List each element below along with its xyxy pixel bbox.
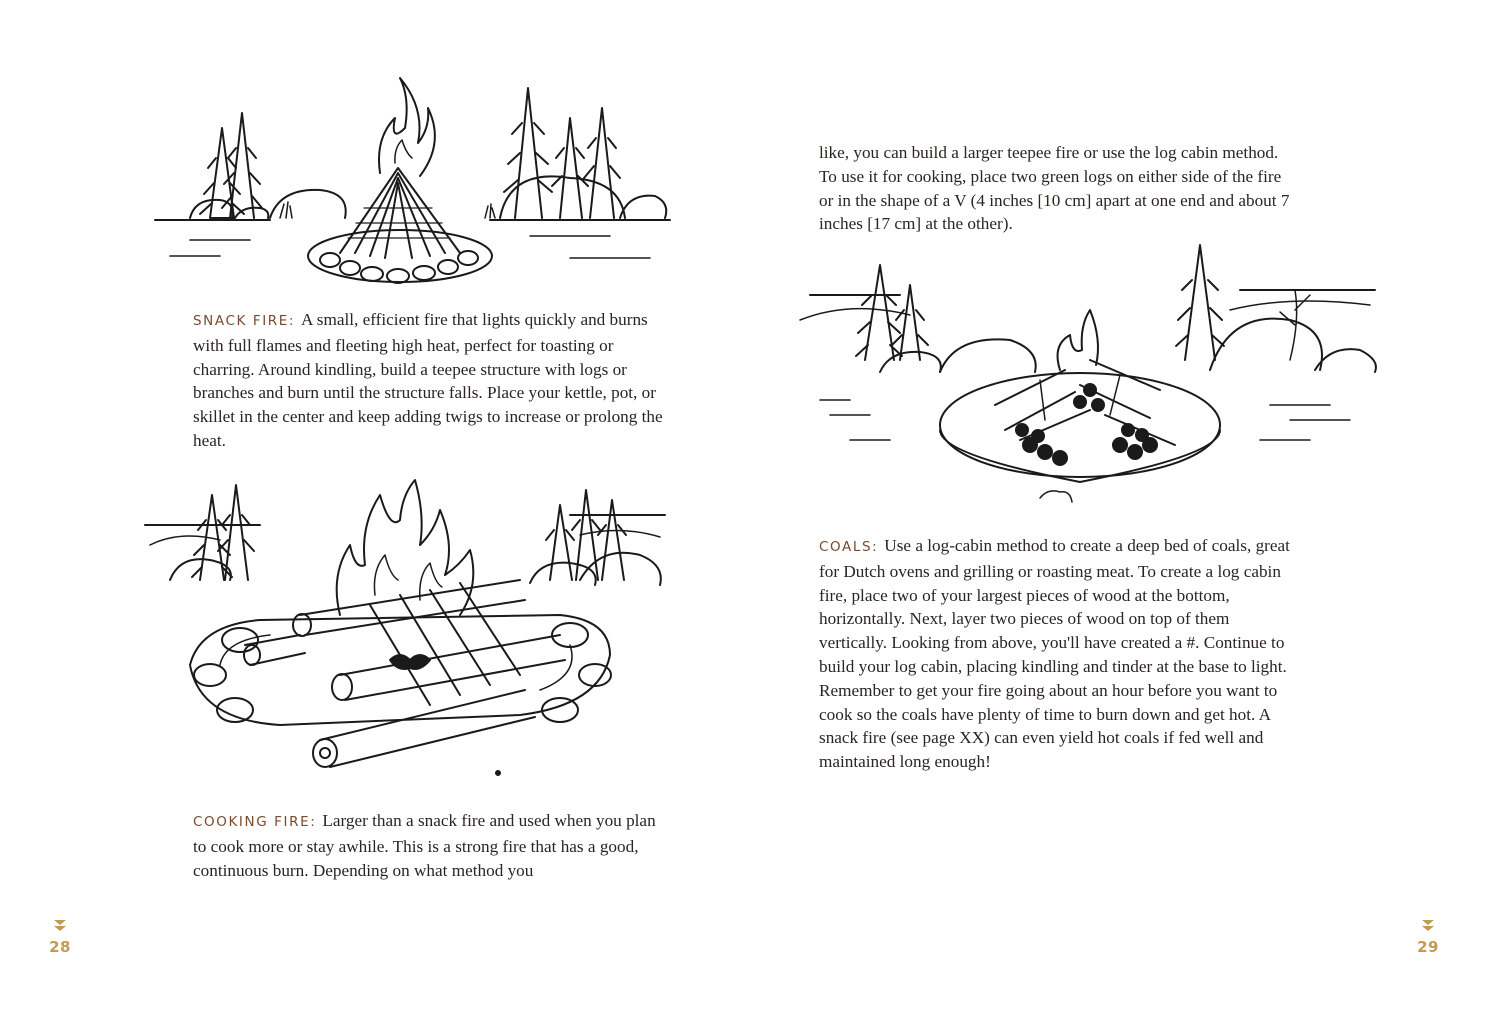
left-page-number: 28 — [49, 938, 71, 956]
right-page-number: 29 — [1417, 938, 1439, 956]
coals-illustration — [790, 240, 1385, 515]
cooking-fire-illustration — [140, 475, 675, 780]
cooking-fire-paragraph — [193, 809, 673, 882]
continued-paragraph — [819, 141, 1297, 236]
left-folio — [40, 918, 80, 956]
coals-text: Use a log-cabin method to create a deep bed of coals, great for Dutch ovens and grilling or roasting meat. To create a log cabin fire, place two of your largest pieces of wood at the bottom, horizontally. Next, layer two pieces of wood on top of them vertically. Looking from above, you'll have created a #. Continue to build your log cabin, placing kindling and tinder at the base to light. Remember to get your fire going about an hour before you want to cook so the coals have plenty of time to burn down and get hot. A snack fire (see page XX) can even yield hot coals if fed well and maintained long enough! — [819, 536, 1290, 772]
snack-fire-label: SNACK FIRE: — [193, 313, 296, 329]
cooking-fire-label: COOKING FIRE: — [193, 814, 317, 830]
right-folio — [1408, 918, 1448, 956]
double-chevron-down-icon — [1420, 918, 1436, 934]
double-chevron-down-icon — [52, 918, 68, 934]
snack-fire-text: A small, efficient fire that lights quickly and burns with full flames and fleeting high heat, perfect for toasting or charring. Around kindling, build a teepee structure with logs or branches and burn until the structure falls. Place your kettle, pot, or skillet in the center and keep adding twigs to increase or prolong the heat. — [193, 310, 663, 450]
continued-text: like, you can build a larger teepee fire or use the log cabin method. To use it for cooking, place two green logs on either side of the fire or in the shape of a V (4 inches [10 cm] apart at one end and about 7 inches [17 cm] at the other). — [819, 143, 1290, 234]
snack-fire-paragraph — [193, 308, 663, 453]
snack-fire-illustration — [150, 68, 675, 298]
right-page — [750, 0, 1500, 1013]
coals-paragraph — [819, 534, 1291, 774]
cooking-fire-text: Larger than a snack fire and used when you plan to cook more or stay awhile. This is a strong fire that has a good, continuous burn. Depending on what method you — [193, 811, 656, 880]
coals-label: COALS: — [819, 539, 879, 555]
